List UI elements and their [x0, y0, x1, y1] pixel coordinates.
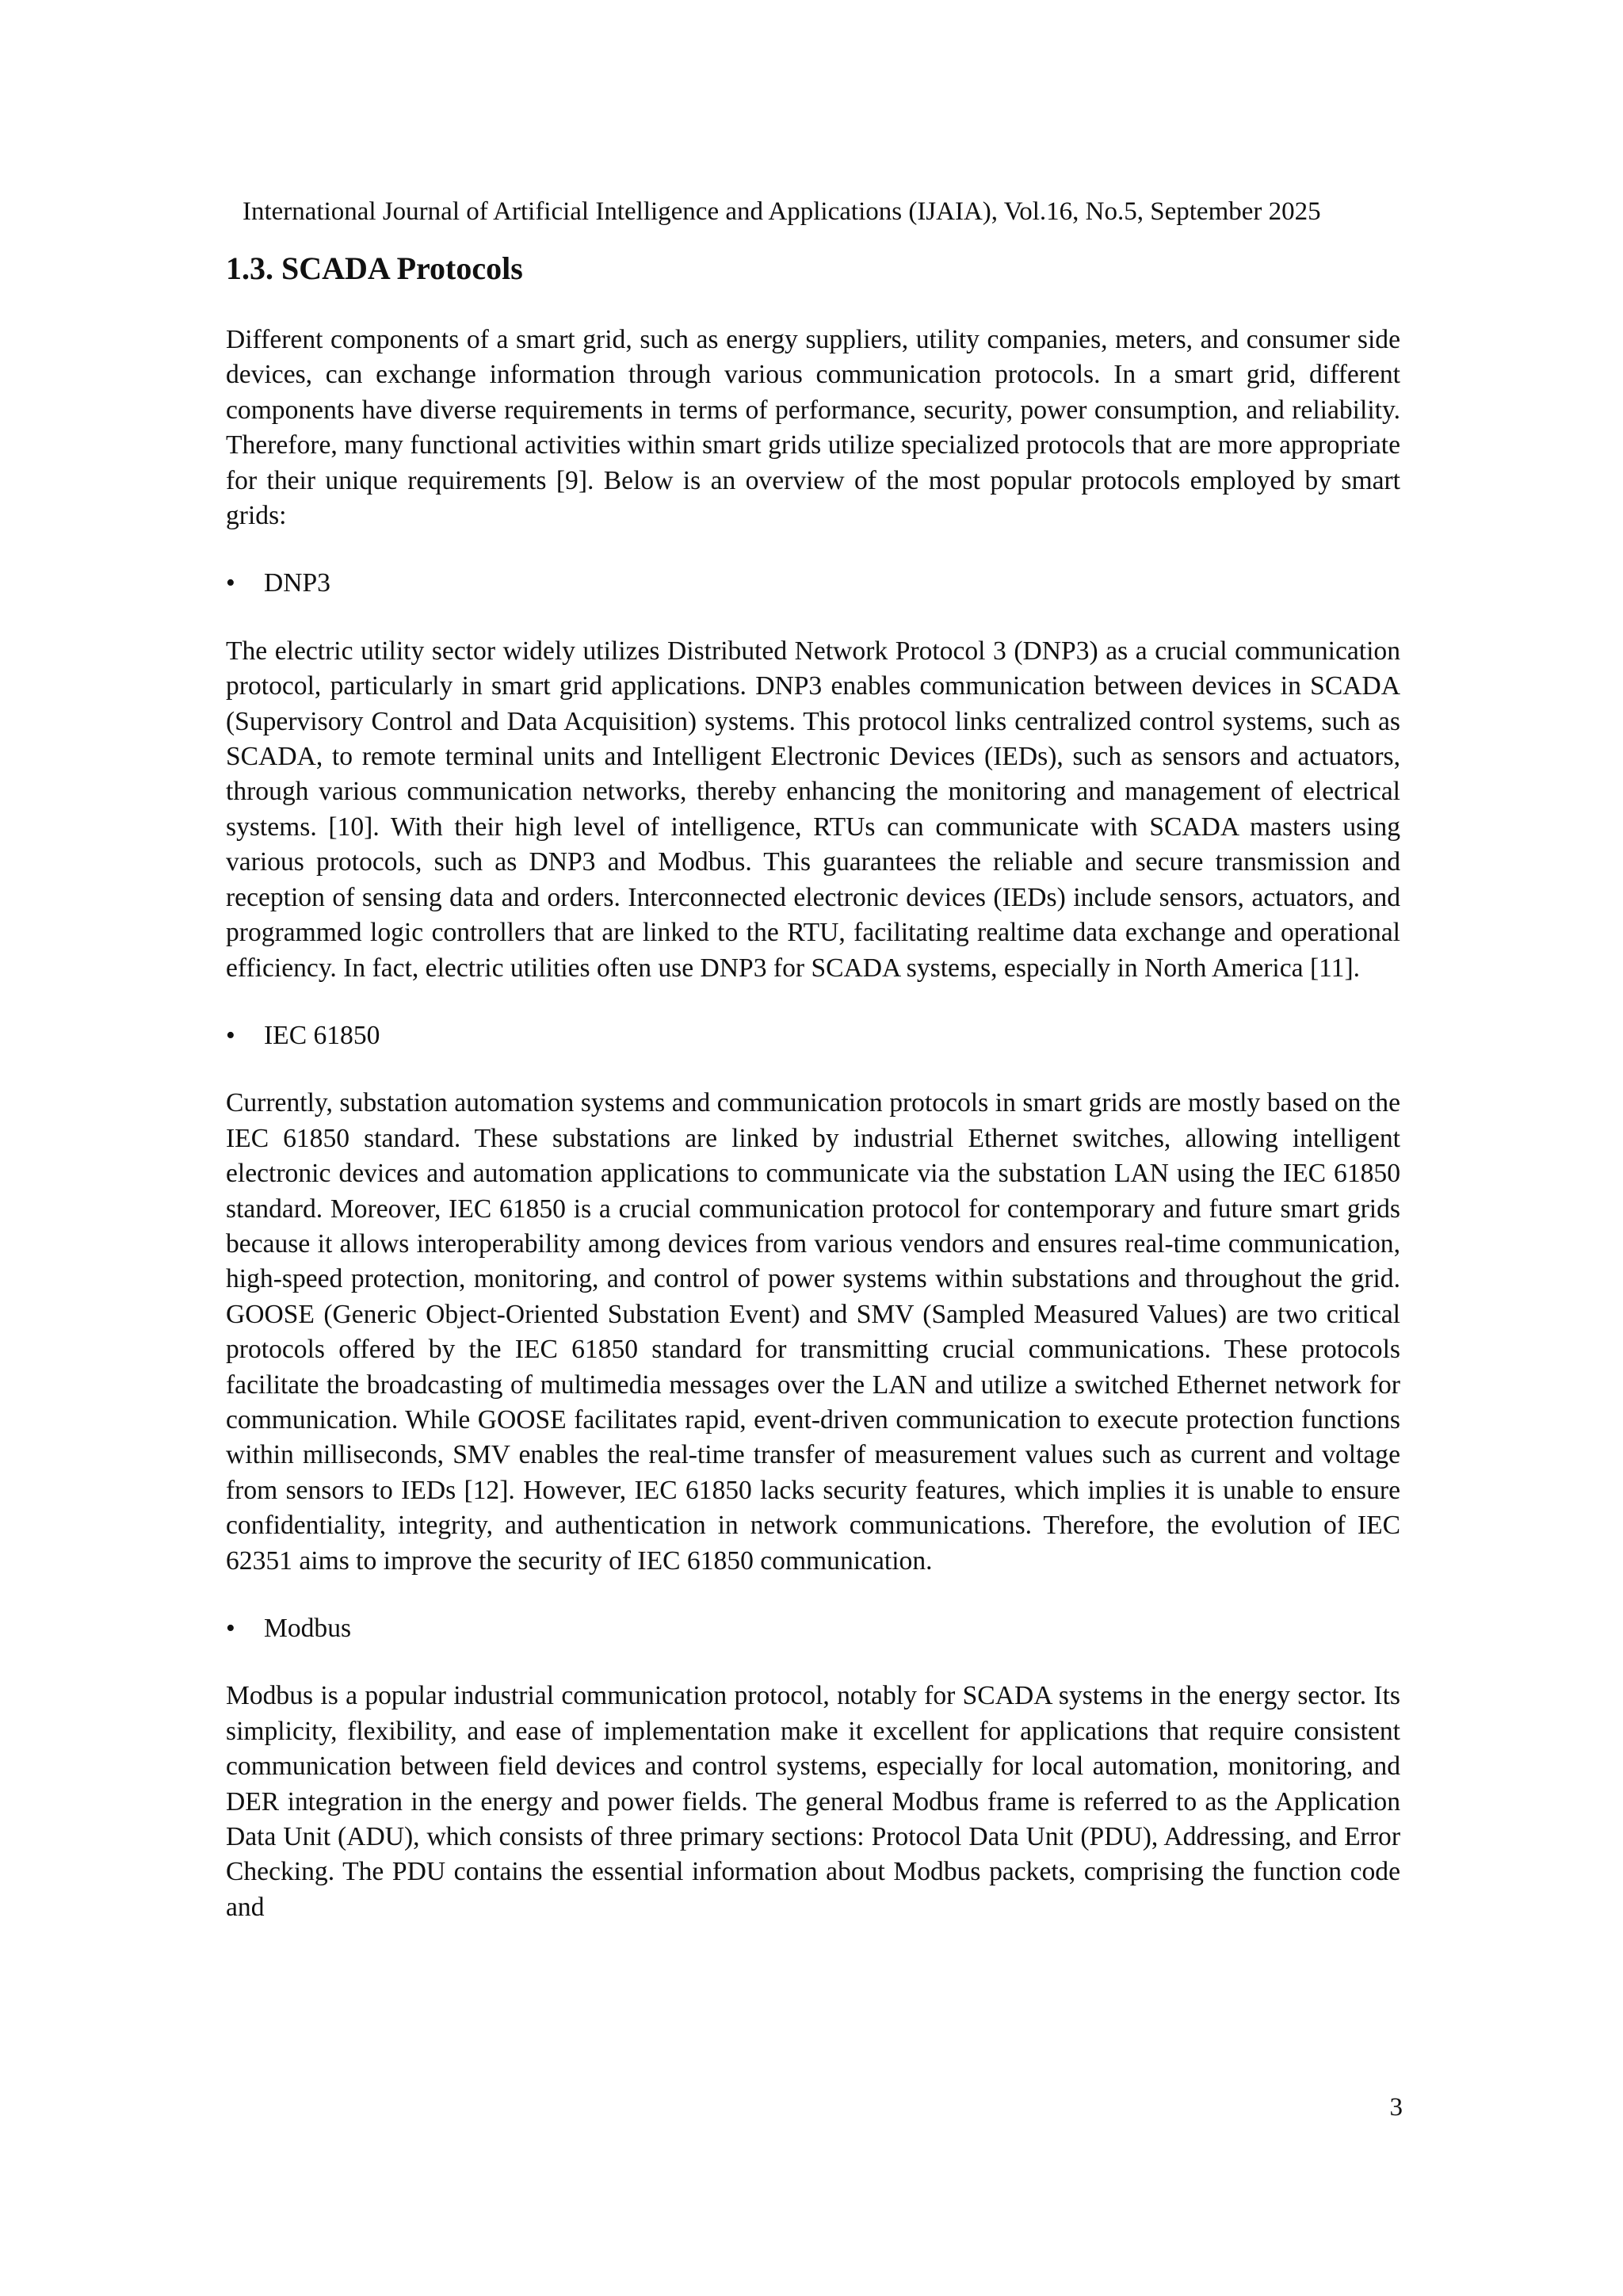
paragraph-dnp3: The electric utility sector widely utilizes Distributed Network Protocol 3 (DNP3) as a crucial communication protocol, particularly in smart grid applications. DNP3 enables communication between devices in SCADA (Supervisory Control and Data Acquisition) systems. This protocol links centralized control systems, such as SCADA, to remote terminal units and Intelligent Electronic Devices (IEDs), such as sensors and actuators, through various communication networks, thereby enhancing the monitoring and management of electrical systems. [10]. With their high level of intelligence, RTUs can communicate with SCADA masters using various protocols, such as DNP3 and Modbus. This guarantees the reliable and secure transmission and reception of sensing data and orders. Interconnected electronic devices (IEDs) include sensors, actuators, and programmed logic controllers that are linked to the RTU, facilitating realtime data exchange and operational efficiency. In fact, electric utilities often use DNP3 for SCADA systems, especially in North America [11].: [226, 636, 1400, 983]
page-number: 3: [1389, 2093, 1403, 2122]
paragraph-intro: Different components of a smart grid, such as energy suppliers, utility companies, meters, and consumer side devices, can exchange information through various communication protocols. In a smart grid, different components have diverse requirements in terms of performance, security, power consumption, and reliability. Therefore, many functional activities within smart grids utilize specialized protocols that are more appropriate for their unique requirements [9]. Below is an overview of the most popular protocols employed by smart grids:: [226, 325, 1400, 531]
page-content: [226, 248, 1400, 1958]
bullet-item-iec61850: [226, 1018, 1400, 1053]
running-header: International Journal of Artificial Intelligence and Applications (IJAIA), Vol.16, No.5, September 2025: [242, 197, 1321, 226]
section-heading: 1.3. SCADA Protocols: [226, 250, 523, 286]
bullet-label: DNP3: [264, 568, 330, 598]
bullet-mark: •: [226, 1020, 235, 1050]
bullet-item-dnp3: [226, 566, 1400, 601]
bullet-label: Modbus: [264, 1614, 352, 1643]
bullet-item-modbus: [226, 1611, 1400, 1646]
bullet-label: IEC 61850: [264, 1020, 380, 1050]
bullet-mark: •: [226, 1614, 235, 1643]
paragraph-modbus: Modbus is a popular industrial communication protocol, notably for SCADA systems in the energy sector. Its simplicity, flexibility, and ease of implementation make it excellent for applications that require consistent communication between field devices and control systems, especially for local automation, monitoring, and DER integration in the energy and power fields. The general Modbus frame is referred to as the Application Data Unit (ADU), which consists of three primary sections: Protocol Data Unit (PDU), Addressing, and Error Checking. The PDU contains the essential information about Modbus packets, comprising the function code and: [226, 1681, 1400, 1922]
paragraph-iec61850: Currently, substation automation systems and communication protocols in smart grids are mostly based on the IEC 61850 standard. These substations are linked by industrial Ethernet switches, allowing intelligent electronic devices and automation applications to communicate via the substation LAN using the IEC 61850 standard. Moreover, IEC 61850 is a crucial communication protocol for contemporary and future smart grids because it allows interoperability among devices from various vendors and ensures real-time communication, high-speed protection, monitoring, and control of power systems within substations and throughout the grid. GOOSE (Generic Object-Oriented Substation Event) and SMV (Sampled Measured Values) are two critical protocols offered by the IEC 61850 standard for transmitting crucial communications. These protocols facilitate the broadcasting of multimedia messages over the LAN and utilize a switched Ethernet network for communication. While GOOSE facilitates rapid, event-driven communication to execute protection functions within milliseconds, SMV enables the real-time transfer of measurement values such as current and voltage from sensors to IEDs [12]. However, IEC 61850 lacks security features, which implies it is unable to ensure confidentiality, integrity, and authentication in network communications. Therefore, the evolution of IEC 62351 aims to improve the security of IEC 61850 communication.: [226, 1088, 1400, 1576]
bullet-mark: •: [226, 568, 235, 598]
